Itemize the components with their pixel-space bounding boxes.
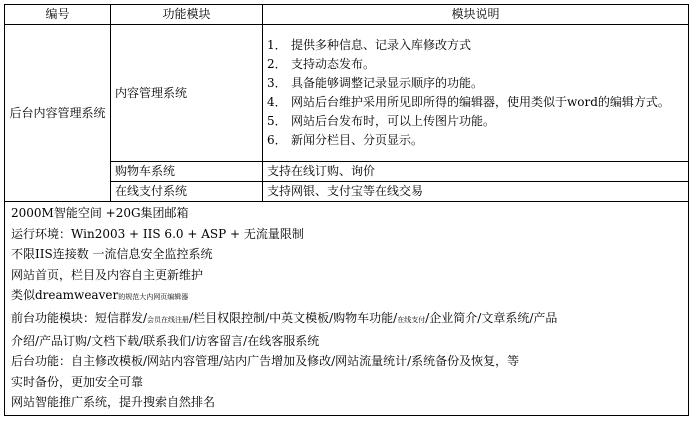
note-storage: 2000M智能空间 +20G集团邮箱: [11, 206, 189, 220]
spec-table: [4, 4, 689, 416]
notes-row: [5, 202, 689, 416]
note-frontend-continued: 介绍/产品订购/文档下载/联系我们/访客留言/在线客服系统: [11, 333, 320, 348]
category-cell: [5, 25, 111, 202]
header-description: 模块说明: [263, 5, 689, 25]
header-module: 功能模块: [111, 5, 263, 25]
module-description-cell: [263, 162, 689, 182]
feature-number: 2．: [267, 57, 287, 71]
module-name: 购物车系统: [115, 164, 176, 178]
feature-text: 网站后台维护采用所见即所得的编辑器，使用类似于word的编辑方式。: [291, 95, 670, 109]
feature-number: 3．: [267, 76, 287, 90]
module-name: 在线支付系统: [115, 184, 188, 198]
note-frontend-small1: 会员在线注册: [147, 315, 190, 324]
module-name-cell: [111, 162, 263, 182]
note-backup: 实时备份，更加安全可靠: [11, 374, 144, 389]
note-connections: 不限IIS连接数 一流信息安全监控系统: [11, 247, 213, 262]
note-editor: [11, 285, 682, 308]
note-frontend-a: 前台功能模块：短信群发/: [11, 310, 148, 325]
module-description-cell: [263, 25, 689, 162]
feature-text: 网站后台发布时，可以上传图片功能。: [291, 114, 496, 128]
note-promotion: 网站智能推广系统，提升搜索自然排名: [11, 395, 216, 410]
category-label: 后台内容管理系统: [9, 105, 106, 120]
header-id: 编号: [5, 5, 111, 25]
note-editor-main: 类似dreamweaver: [11, 288, 119, 303]
feature-text: 支持动态发布。: [291, 57, 376, 71]
list-item: [267, 112, 684, 131]
feature-number: 1．: [267, 38, 287, 52]
module-name: 内容管理系统: [115, 85, 188, 100]
feature-text: 提供多种信息、记录入库修改方式: [291, 38, 472, 52]
feature-text: 具备能够调整记录显示顺序的功能。: [291, 76, 484, 90]
note-frontend-modules: [11, 308, 682, 331]
note-frontend-b: /栏目权限控制/中英文模板/购物车功能/: [189, 310, 398, 325]
table-row: [5, 25, 689, 162]
feature-number: 6．: [267, 133, 287, 147]
module-description: 支持在线订购、询价: [267, 164, 376, 178]
notes-cell: [5, 202, 689, 416]
note-frontend-small2: 在线支付: [397, 315, 426, 324]
feature-number: 5．: [267, 114, 287, 128]
list-item: [267, 74, 684, 93]
feature-list: [267, 36, 684, 150]
module-name-cell: [111, 25, 263, 162]
module-description-cell: [263, 182, 689, 202]
note-frontend-c: /企业简介/文章系统/产品: [425, 310, 558, 325]
feature-text: 新闻分栏目、分页显示。: [291, 133, 424, 147]
header-row: [5, 5, 689, 25]
note-editor-small: 的规范大内网页编辑器: [118, 293, 189, 302]
feature-number: 4．: [267, 95, 287, 109]
note-backend: 后台功能：自主修改模板/网站内容管理/站内广告增加及修改/网站流量统计/系统备份及恢复，等: [11, 354, 520, 369]
list-item: [267, 36, 684, 55]
module-name-cell: [111, 182, 263, 202]
list-item: [267, 131, 684, 150]
list-item: [267, 55, 684, 74]
note-environment: 运行环境：Win2003 + IIS 6.0 + ASP + 无流量限制: [11, 226, 304, 241]
spec-sheet: [4, 4, 689, 417]
note-homepage: 网站首页，栏目及内容自主更新维护: [11, 267, 204, 282]
module-description: 支持网银、支付宝等在线交易: [267, 184, 424, 198]
list-item: [267, 93, 684, 112]
